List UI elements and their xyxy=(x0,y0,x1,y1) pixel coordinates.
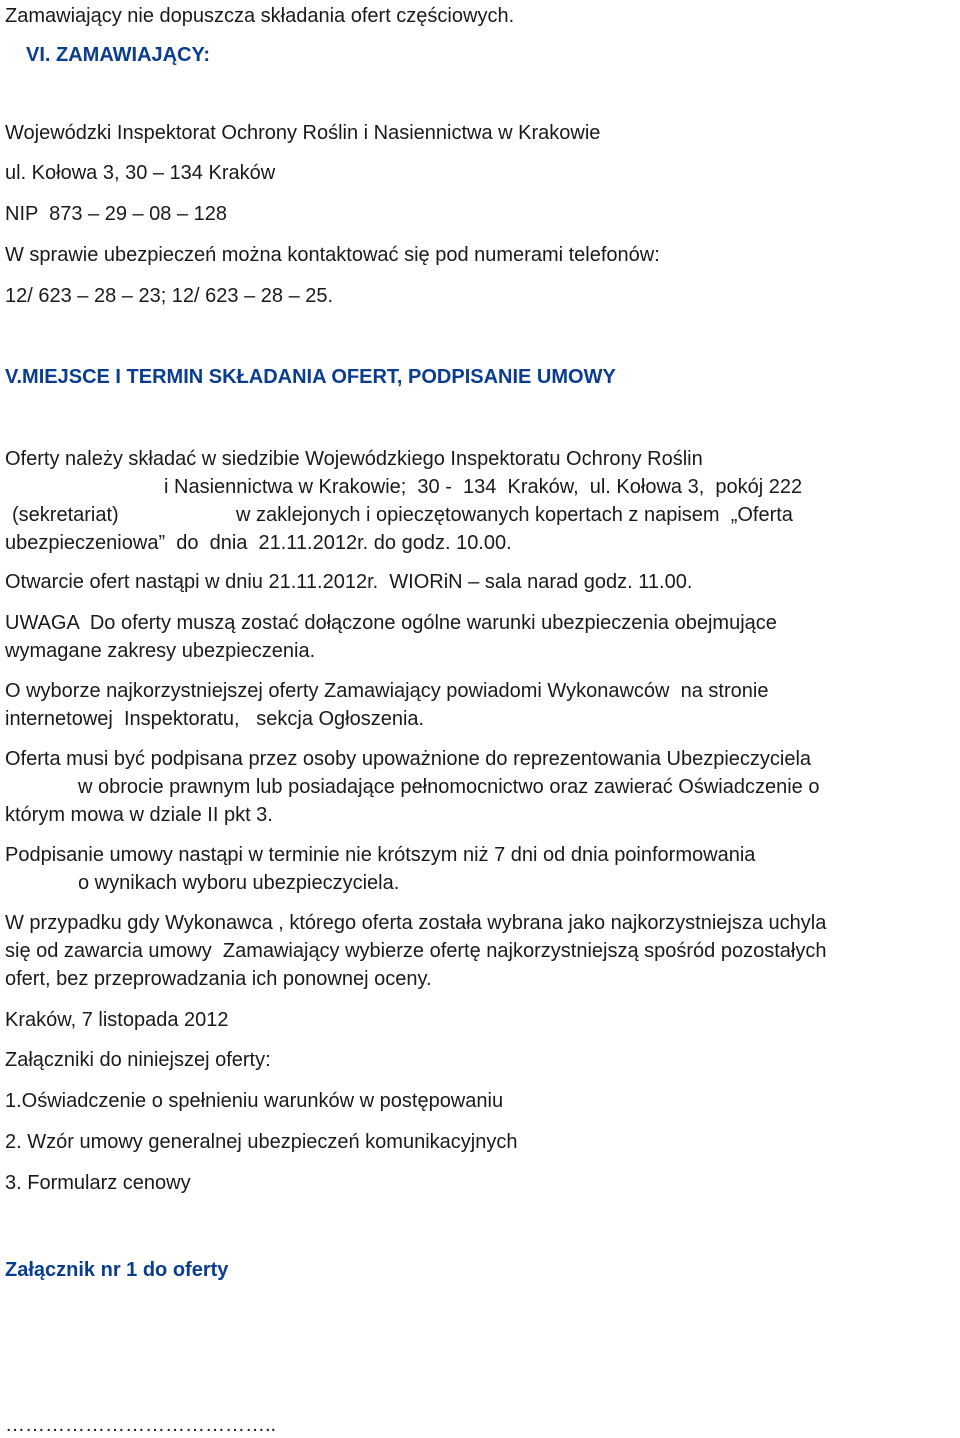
text-line: się od zawarcia umowy Zamawiający wybierze ofertę najkorzystniejszą spośród pozostałych xyxy=(5,940,827,962)
date-line: Kraków, 7 listopada 2012 xyxy=(5,1009,229,1031)
attachments-heading: Załączniki do niniejszej oferty: xyxy=(5,1049,271,1071)
text-line: O wyborze najkorzystniejszej oferty Zamawiający powiadomi Wykonawców na stronie xyxy=(5,680,769,702)
text-line: Zamawiający nie dopuszcza składania ofert częściowych. xyxy=(5,5,515,27)
text-line: internetowej Inspektoratu, sekcja Ogłoszenia. xyxy=(5,708,425,730)
text-line: UWAGA Do oferty muszą zostać dołączone ogólne warunki ubezpieczenia obejmujące xyxy=(5,612,777,634)
attachment-item: 3. Formularz cenowy xyxy=(5,1172,191,1194)
attachment-item: 2. Wzór umowy generalnej ubezpieczeń komunikacyjnych xyxy=(5,1131,518,1153)
text-line: NIP 873 – 29 – 08 – 128 xyxy=(5,203,228,225)
text-line: Oferty należy składać w siedzibie Wojewódzkiego Inspektoratu Ochrony Roślin xyxy=(5,448,703,470)
text-line: Otwarcie ofert nastąpi w dniu 21.11.2012r. WIORiN – sala narad godz. 11.00. xyxy=(5,571,693,593)
text-line: Podpisanie umowy nastąpi w terminie nie krótszym niż 7 dni od dnia poinformowania xyxy=(5,844,756,866)
text-line: którym mowa w dziale II pkt 3. xyxy=(5,804,273,826)
text-line: (sekretariat) xyxy=(12,504,119,526)
text-line: W przypadku gdy Wykonawca , którego oferta została wybrana jako najkorzystniejsza uchyla xyxy=(5,912,827,934)
text-line: 12/ 623 – 28 – 23; 12/ 623 – 28 – 25. xyxy=(5,285,334,307)
text-line: w obrocie prawnym lub posiadające pełnomocnictwo oraz zawierać Oświadczenie o xyxy=(78,776,820,798)
text-line: o wynikach wyboru ubezpieczyciela. xyxy=(78,872,400,894)
section-heading-v: V.MIEJSCE I TERMIN SKŁADANIA OFERT, PODPISANIE UMOWY xyxy=(5,366,616,388)
text-line: ofert, bez przeprowadzania ich ponownej oceny. xyxy=(5,968,432,990)
attachment-item: 1.Oświadczenie o spełnieniu warunków w postępowaniu xyxy=(5,1090,504,1112)
text-line: W sprawie ubezpieczeń można kontaktować się pod numerami telefonów: xyxy=(5,244,660,266)
text-line: ul. Kołowa 3, 30 – 134 Kraków xyxy=(5,162,276,184)
section-heading-vi: VI. ZAMAWIAJĄCY: xyxy=(26,44,211,66)
attachment-title: Załącznik nr 1 do oferty xyxy=(5,1259,229,1281)
dotted-line: ………………………………….. xyxy=(5,1414,277,1436)
text-line: wymagane zakresy ubezpieczenia. xyxy=(5,640,316,662)
text-line: Wojewódzki Inspektorat Ochrony Roślin i Nasiennictwa w Krakowie xyxy=(5,122,601,144)
text-line: w zaklejonych i opieczętowanych kopertach z napisem „Oferta xyxy=(236,504,793,526)
text-line: ubezpieczeniowa” do dnia 21.11.2012r. do godz. 10.00. xyxy=(5,532,512,554)
text-line: Oferta musi być podpisana przez osoby upoważnione do reprezentowania Ubezpieczyciela xyxy=(5,748,812,770)
text-line: i Nasiennictwa w Krakowie; 30 - 134 Kraków, ul. Kołowa 3, pokój 222 xyxy=(164,476,803,498)
